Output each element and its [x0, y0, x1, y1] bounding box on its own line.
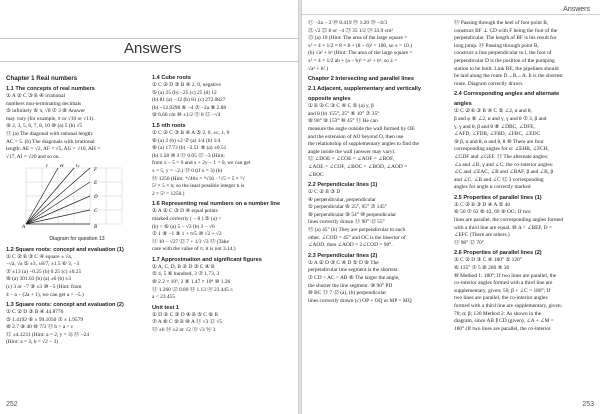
- answer-line: ⑦ CD < AC < AB ⑧ The larger the angle,: [308, 275, 400, 282]
- answer-line: ⑥ 135° ⑦ 5 ⑧ 280 ⑨ 30: [454, 265, 510, 272]
- point-label: I: [46, 164, 48, 170]
- answer-line: ① D ② C ③ D ④ B ⑤ C ⑥ B: [152, 311, 218, 318]
- section-heading: 1.6 Representing real numbers on a number line: [152, 201, 281, 208]
- answer-line: corresponding angles for α: ∠EHB, ∠FCH,: [454, 146, 549, 153]
- answer-line: long jump. ⑭ Passing through point B,: [454, 42, 539, 49]
- answer-line: ① A ② C ③ D ④ equal points: [152, 208, 218, 215]
- answer-line: ⑧ (a) 17.73 (b) −2.51 ⑨ (a) ±0.51: [152, 145, 227, 152]
- answer-line: lines correctly drawn ⑪ 90° ⑫ 55°: [308, 219, 385, 226]
- answer-line: formed with a third line are supplementary, given;: [454, 303, 563, 309]
- answer-line: ⑦ A ⑧ C ⑨ B ⑩ A ⑪ √3 ⑫ √5: [152, 319, 223, 326]
- answer-line: be laid along the route D→B→A. It is the shortest: [454, 73, 563, 80]
- answer-line: ① B ② C ③ C ④ C ⑤ (a) y, β: [308, 103, 374, 110]
- section-heading: 1.2 Square roots: concept and evaluation (1): [6, 246, 124, 253]
- point-label: H: [60, 164, 64, 170]
- answer-line: ⑧ 90° ⑨ 153° ⑩ 45° ⑪ He can: [308, 118, 378, 125]
- answer-line: station to be built. Link BE, the pipelines should: [454, 65, 559, 72]
- answer-line: ⑤ 1.4192 ⑥ ± 99.1050 ⑦ ± 1.9579: [6, 316, 84, 323]
- answer-line: angle inside the wall (answer may vary).: [308, 148, 396, 155]
- answer-line: ⑩ Method 1: 180°; If two lines are parallel, the: [454, 272, 557, 279]
- answer-line: ⑪ 98° ⑫ 70°: [454, 239, 484, 246]
- answer-line: x² = 4 × 1/2 × 8 × 8 + (8 − 6)² = 100, so x = 10.): [308, 42, 412, 49]
- answer-line: the relationship of supplementary angles to find the: [308, 141, 419, 148]
- answer-line: ㉕ (a) 10 (Hint: The area of the large square =: [308, 35, 408, 42]
- answer-line: route. Diagram correctly drawn.: [454, 80, 524, 87]
- answer-line: ⑤ infinitely ⑥ π, √8 ⑦ 3 ⑧ Answer: [6, 108, 86, 115]
- answer-line: 4 − a − (2a + 1), we can get a = −5.): [6, 291, 84, 298]
- answer-line: ① A ② C ③ B ④ irrational: [6, 93, 66, 99]
- answer-line: ⑪ 10 − √27 ⑫ 7 + 1/3 √3 ⑬ (Take: [152, 238, 229, 245]
- point-label: D: [94, 195, 98, 201]
- section-heading: 2.6 Properties of parallel lines (2): [454, 250, 542, 257]
- answer-line: x = 5, y = −2.) ⑬ 0 (if x = 3) (b): [152, 167, 223, 174]
- answer-line: ⑪ 1.260 ⑫ 0.89 ⑬ 1.13 ⑭ 23.445 ≤: [152, 286, 234, 293]
- section-heading: Chapter 2 Intersecting and parallel lines: [308, 76, 415, 83]
- answer-line: (b) 1.58 ⑩ 3 ⑪ 0.05 ⑫ −3 (Hint:: [152, 152, 225, 159]
- answer-line: ∠BOC: [308, 171, 324, 178]
- answer-line: a < 23.455: [152, 294, 175, 301]
- answer-line: −√a, √a ⑤ ±3, ±8/7, ±1.5 ⑥ 3, −3: [6, 261, 80, 268]
- left-column-2: [152, 72, 294, 335]
- answer-line: ① A, C, D, B ② D ③ C ④ B: [152, 263, 215, 270]
- answer-line: lines correctly drawn (c) OP + OQ or MP = MQ: [308, 297, 412, 304]
- answer-line: (Hint: a = 3, b = √2 − 3): [6, 339, 59, 346]
- section-heading: 1.7 Approximation and significant figures: [152, 256, 262, 263]
- answer-line: ⑧ 2.7 ⑨ 40 ⑩ 7/3 ⑪ b > a > c: [6, 324, 74, 331]
- section-heading: 2.1 Adjacent, supplementary and vertically: [308, 86, 421, 93]
- chapter-heading: Chapter 1 Real numbers: [6, 75, 78, 82]
- answer-line: ⑤ perpendicular ⑥ 25°, 65° ⑦ 145°: [308, 204, 387, 211]
- answer-line: 70; α; β; 120 Method 2: As shown in the: [454, 310, 542, 317]
- answer-line: the shorter the line segment. ⑨ 90° PD: [308, 282, 393, 289]
- left-column-1: [6, 72, 148, 347]
- answer-line: (b) 81 (a) −12 (b) 81 (c) 272.0827: [152, 97, 226, 104]
- answer-line: (c) 3 or −7 ⑨ ±3 ⑩ −5 (Hint: from: [6, 283, 82, 290]
- answer-line: ∠GDF and ∠GEF. ⑪ The alternate angles:: [454, 153, 549, 160]
- answer-line: perpendicular D is the position of the pumping: [454, 57, 555, 64]
- answer-line: ⑫ ±4.1231 (Hint: a = 2, y = 3) ⑬ −24: [6, 331, 90, 338]
- answer-line: ① C ② B ③ D ④ A ⑤ 40: [454, 201, 511, 208]
- section-heading: 2.4 Corresponding angles and alternate: [454, 91, 560, 98]
- answer-line: lines are parallel, the corresponding angles formed: [454, 217, 564, 224]
- running-header: Answers: [563, 6, 590, 13]
- answer-line: √17, AI = √20 and so on.: [6, 153, 60, 160]
- answer-line: ㉑ √2 ㉒ 8 or −4 ㉓ 35 1/2 ㉔ 33.9 cm²: [308, 27, 393, 34]
- answer-line: √a² + b².): [308, 65, 329, 72]
- answer-line: ⑥ 50 ⑦ 63 ⑧ 42, 69 ⑨ OG; If two: [454, 209, 531, 216]
- answer-line: ① C ② C ③ B ④ A ⑤ 2, 0, ±c, 1, 0: [152, 129, 230, 136]
- answer-line: ⑦ ±13 (a) −0.25 (b) 0.25 (c) ±0.25: [6, 268, 82, 275]
- answer-line: ⑨ β, α and θ, α and θ, θ ⑩ There are four: [454, 138, 544, 145]
- answer-line: ① C ② B ③ C ④ square ± √a,: [6, 253, 72, 260]
- answer-line: ① C ② D ③ B ④ 2, 0, negative: [152, 82, 221, 88]
- page-number-left: 252: [6, 401, 18, 408]
- answer-line: ① A ② D ③ C ④ D ⑤ D ⑥ The: [308, 259, 379, 266]
- answer-line: ⑦ 1 ⑧ −1 ⑨ 1 + π/5 ⑩ √2 + √3: [152, 231, 222, 238]
- right-column-1: [308, 20, 450, 305]
- answer-line: ∠AFD, ∠FDB, ∠FBD, ∠FBC, ∠EDC: [454, 131, 541, 138]
- answer-line: ∠C and ∠EAC, ∠B and ∠BAF, β and ∠B, β: [454, 169, 554, 176]
- answer-line: ∠AOD, then ∠AOD = 2∠COD = 90°.: [308, 242, 393, 249]
- answer-line: measure the angle outside the wall formed by OE: [308, 125, 415, 132]
- answer-line: (b) −12.9298 ⑥ −4 ⑦ −2a ⑧ 2.88: [152, 104, 227, 111]
- answer-line: construct a line perpendicular to l, the foot of: [454, 50, 552, 57]
- header-rule: [302, 14, 600, 15]
- answer-line: ① C ② D ③ B ④ 44.8776: [6, 309, 64, 316]
- point-label: E: [94, 181, 98, 187]
- answer-line: AC = 5. (b) The diagonals with irrational: [6, 138, 95, 145]
- answer-line: care with the value of π, it is not 3.14.): [152, 246, 236, 253]
- section-heading: 2.2 Perpendicular lines (1): [308, 182, 378, 189]
- answer-line: ④ perpendicular, perpendicular: [308, 196, 376, 203]
- answer-line: with a third line are equal. ⑩ Δ < ∠BEF, D =: [454, 224, 552, 231]
- answer-line: diagram, since AB ∥ CD (given), ∠A + ∠M =: [454, 318, 554, 325]
- question-13-diagram: [16, 164, 136, 230]
- answer-line: marked correctly ( − 8 ) ⑤ (a) <: [152, 215, 222, 222]
- answer-line: (b) > ⑥ (a) 5 − √3 (b) 3 − √6: [152, 223, 215, 230]
- answer-line: other. ∠COD = 45° and OC is the bisector of: [308, 234, 406, 241]
- answer-line: ⑭ 1250 (Hint: ⁴√40x = ⁴√16 · ⁵√5 = 5 × ⁵√: [152, 175, 246, 182]
- answer-line: and the extension of AO beyond O, then use: [308, 133, 404, 140]
- answer-line: ∠EFC (There are others.): [454, 232, 510, 239]
- answer-line: γ, γ and θ, β and θ ⑧ ∠DBC, ∠DFE,: [454, 123, 535, 130]
- point-label: B: [94, 225, 98, 231]
- answer-line: ⑧ (a) 301.63 (b) (a) ±6 (b) ±3: [6, 276, 71, 283]
- answer-line: two lines are parallel, the co-interior angles: [454, 295, 548, 302]
- answer-line: ① C ② B ③ D: [308, 189, 341, 196]
- answer-line: supplementary, given; 50; β + ∠C = 180°; If: [454, 287, 551, 294]
- answer-line: may vary (for example, π or √10 or √11).: [6, 115, 95, 122]
- page-number-right: 253: [582, 401, 594, 408]
- answer-line: ⑬ ±6 ⑭ ±2 or √2 ⑮ √3 ⑯ 3: [152, 327, 216, 334]
- answer-line: ① C ② D ③ C ④ 180° ⑤ 120°: [454, 257, 522, 264]
- section-heading: 1.5 nth roots: [152, 122, 186, 129]
- answer-line: ⑬ (a) 45° (b) They are perpendicular to each: [308, 227, 406, 234]
- right-page: [302, 0, 600, 414]
- answer-line: perpendicular. The length of BF is his result for: [454, 35, 557, 42]
- answer-line: numbers non-terminating decimals: [6, 100, 82, 107]
- section-heading: angles: [454, 101, 472, 108]
- answer-line: ⑪ (a) The diagonal with rational length:: [6, 130, 94, 137]
- section-heading: 1.4 Cube roots: [152, 75, 191, 81]
- answer-line: x² = 4 × 1/2 ab + (a − b)² = a² + b², so x =: [308, 57, 398, 64]
- right-column-2: [454, 20, 596, 333]
- answer-line: ⑤ (a) 25 (b) −25 (c) 25 (d) 12: [152, 89, 217, 96]
- answer-line: ⑤ 4, 5 ⑥ hundred, 3 ⑦ 1.73, 3: [152, 271, 220, 278]
- section-heading: Unit test 1: [152, 304, 180, 311]
- answer-line: from x − 5 = 0 and x + 2y − 1 = 0, we can get: [152, 160, 251, 167]
- figure-caption: Diagram for question 13: [49, 235, 105, 242]
- answer-line: ⑬ Passing through the heel of foot point B,: [454, 20, 549, 26]
- answer-line: ⑥ (a) 2 (b) ±2 ⑦ (a) 1/4 (b) 1/4: [152, 137, 221, 144]
- answer-line: β and φ ⑥ ∠2, α and γ, γ and θ ⑦ 3, β and: [454, 115, 547, 122]
- answer-line: ⑫ ∠DOE = ∠COE = ∠AOF = ∠BOF,: [308, 156, 395, 163]
- section-heading: 2.5 Properties of parallel lines (1): [454, 194, 542, 201]
- point-label: C: [94, 209, 98, 215]
- answer-line: ⑧ 2.2 × 10⁵, 2 ⑨ 1.47 × 10⁴ ⑩ 1.26: [152, 279, 231, 286]
- answer-line: ∠AOE = ∠COF, ∠BOC = ∠BOD, ∠AOD =: [308, 163, 408, 170]
- answer-line: ① C ② B ③ B ④ C ⑤ ∠2, α and θ,: [454, 108, 532, 115]
- point-label: F: [94, 168, 98, 174]
- answer-line: and ∠C, ∠B and ∠C ⑫ 3 corresponding: [454, 176, 544, 183]
- answer-line: construct BF ⊥ CD with F being the foot of the: [454, 27, 558, 34]
- answer-line: 180° (If two lines are parallel, the co-interior: [454, 325, 551, 332]
- answer-line: perpendicular line segment is the shortest.: [308, 267, 399, 274]
- section-heading: 1.3 Square roots: concept and evaluation (2): [6, 302, 124, 309]
- answer-line: ⑨ 2, 3, 5, 6, 7, 8, 10 ⑩ (a) 5 (b) √5: [6, 123, 83, 130]
- section-heading: opposite angles: [308, 96, 351, 103]
- answer-line: 2 × 5³ = 1250.): [152, 190, 185, 197]
- answer-line: length: AE = √2, AF = √5, AG = √10, AH =: [6, 146, 101, 153]
- section-heading: 2.3 Perpendicular lines (2): [308, 252, 378, 259]
- answer-line: co-interior angles formed with a third line are: [454, 280, 553, 287]
- answer-line: ⑨ 6.66 cm ⑩ ±1/2 ⑪ 8 ⑫ −√4: [152, 112, 221, 119]
- answer-line: angles for angle α correctly marked: [454, 184, 531, 191]
- answer-line: ⑩ BC ⑪ 7 ⑫ (a), (b) perpendicular: [308, 290, 387, 297]
- answer-line: ⑰ −2a − 2 ⑱ 0.419 ⑲ 1.20 ⑳ −4/3: [308, 20, 388, 26]
- answer-line: 5² × 5 × n; so the least possible integer n is: [152, 183, 245, 190]
- left-page: [0, 0, 298, 414]
- point-label: A: [22, 225, 26, 231]
- section-heading: 1.1 The concepts of real numbers: [6, 86, 95, 92]
- answer-line: ⑧ perpendicular ⑨ 54° ⑩ perpendicular: [308, 211, 397, 218]
- page-title: Answers: [124, 40, 182, 57]
- answer-line: (b) √a² + b² (Hint: The area of the large square =: [308, 50, 413, 57]
- figure-container: [16, 164, 148, 234]
- answer-line: and θ (b) 155°, 25° ⑥ 10° ⑦ 35°: [308, 110, 380, 117]
- point-label: G: [76, 164, 80, 170]
- answer-line: ∠a and ∠B, γ and ∠C; the co-interior angles:: [454, 161, 554, 168]
